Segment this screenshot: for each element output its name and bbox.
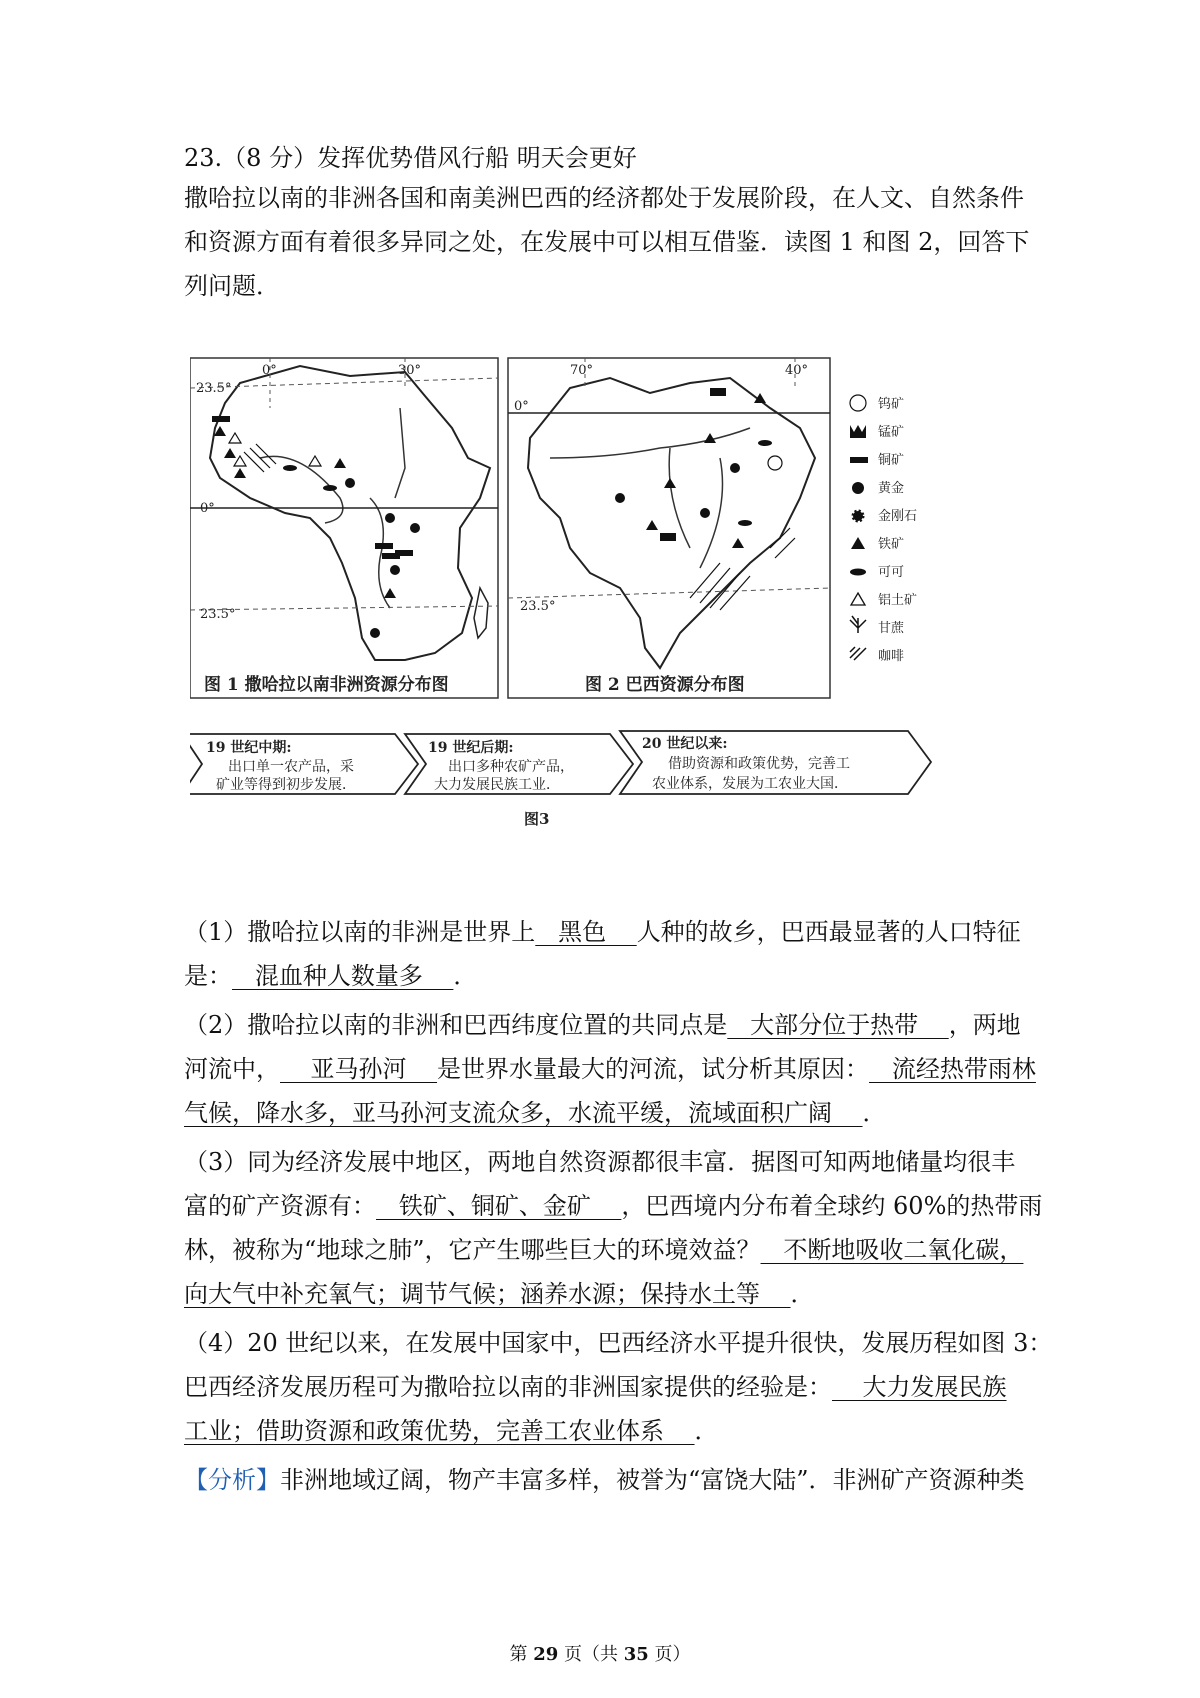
legend-label-sugarcane: 甘蔗 [878, 621, 905, 636]
fig3-stage-1-title: 19 世纪中期: [206, 740, 292, 756]
fig3-stage-2-text1: 出口多种农矿产品， [448, 759, 574, 775]
fig1-lat-s-label: 23.5° [200, 607, 236, 622]
intro-line-2: 和资源方面有着很多异同之处，在发展中可以相互借鉴．读图 1 和图 2，回答下 [184, 228, 1030, 256]
fig1-frame [190, 358, 498, 698]
fig1-resource-symbols [212, 416, 420, 638]
fig3-stage-3-text1: 借助资源和政策优势，完善工 [668, 756, 850, 772]
fig3-stage-3-text2: 农业体系，发展为工农业大国． [652, 776, 848, 792]
page-number: 29 [533, 1644, 559, 1665]
q2-answer-1: 大部分位于热带 [727, 1011, 949, 1039]
q3-line-4: 向大气中补充氧气；调节气候；涵养水源；保持水土等 ． [184, 1280, 815, 1308]
q4-answer-1-cont: 工业；借助资源和政策优势，完善工农业体系 [184, 1417, 695, 1445]
fig1-equator-label: 0° [200, 501, 215, 516]
q4-answer-1: 大力发展民族 [832, 1373, 1007, 1401]
legend-label-cocoa: 可可 [878, 565, 905, 580]
gold-icon [852, 482, 864, 494]
question-title: 23.（8 分）发挥优势借风行船 明天会更好 [184, 144, 637, 172]
bauxite-icon [851, 593, 865, 605]
legend-label-coffee: 咖啡 [878, 649, 905, 664]
fig2-caption: 图 2 巴西资源分布图 [585, 675, 745, 695]
q1-line-1: （1）撒哈拉以南的非洲是世界上 黑色 人种的故乡，巴西最显著的人口特征 [184, 918, 1021, 946]
q3-answer-1: 铁矿、铜矿、金矿 [376, 1192, 622, 1220]
fig2-lat-s-label: 23.5° [520, 599, 556, 614]
q2-answer-3: 流经热带雨林 [869, 1055, 1036, 1083]
fig1-lon0-label: 0° [262, 363, 277, 378]
page-footer: 第 29 页（共 35 页） [509, 1644, 691, 1665]
fig3-stage-2-title: 19 世纪后期: [428, 740, 514, 756]
sugarcane-icon [850, 616, 866, 633]
analysis-line: 【分析】非洲地域辽阔，物产丰富多样，被誉为“富饶大陆”．非洲矿产资源种类 [184, 1466, 1025, 1494]
q2-line-2: 河流中， 亚马孙河 是世界水量最大的河流，试分析其原因： 流经热带雨林 [184, 1055, 1036, 1083]
iron-icon [851, 537, 865, 549]
fig3-stage-1-text2: 矿业等得到初步发展． [216, 777, 356, 793]
q2-line-1: （2）撒哈拉以南的非洲和巴西纬度位置的共同点是 大部分位于热带 ，两地 [184, 1011, 1021, 1039]
tungsten-icon [850, 395, 866, 411]
fig3-stage-2-text2: 大力发展民族工业． [434, 777, 560, 793]
legend-label-iron: 铁矿 [878, 537, 905, 552]
legend-label-manganese: 锰矿 [878, 425, 905, 440]
q1-line-2: 是： 混血种人数量多 ． [184, 962, 478, 990]
manganese-icon [850, 425, 866, 438]
q1-answer-1: 黑色 [535, 918, 637, 946]
q2-line-3: 气候，降水多，亚马孙河支流众多，水流平缓，流域面积广阔 ． [184, 1099, 887, 1127]
q3-answer-2-cont: 向大气中补充氧气；调节气候；涵养水源；保持水土等 [184, 1280, 791, 1308]
copper-icon [850, 457, 868, 463]
fig1-caption: 图 1 撒哈拉以南非洲资源分布图 [204, 675, 449, 695]
brazil-outline [528, 378, 815, 668]
legend-label-tungsten: 钨矿 [878, 397, 905, 412]
fig3-stage-1-text1: 出口单一农产品，采 [228, 759, 354, 775]
africa-outline [210, 366, 490, 660]
legend-label-copper: 铜矿 [878, 453, 905, 468]
map-legend [850, 395, 917, 664]
analysis-tag: 【分析】 [184, 1466, 280, 1494]
legend-label-bauxite: 铝土矿 [878, 593, 918, 608]
q4-line-1: （4）20 世纪以来，在发展中国家中，巴西经济水平提升很快，发展历程如图 3： [184, 1329, 1053, 1357]
q3-line-1: （3）同为经济发展中地区，两地自然资源都很丰富．据图可知两地储量均很丰 [184, 1148, 1016, 1176]
fig3-timeline [190, 731, 931, 828]
q4-line-3: 工业；借助资源和政策优势，完善工农业体系 ． [184, 1417, 719, 1445]
intro-line-3: 列问题． [184, 272, 280, 300]
diamond-icon [853, 511, 863, 521]
fig1-lon30-label: 30° [398, 363, 422, 378]
fig2-resource-symbols [615, 388, 772, 548]
resource-maps-figure [190, 348, 1020, 863]
page-total: 35 [623, 1644, 649, 1665]
q4-line-2: 巴西经济发展历程可为撒哈拉以南的非洲国家提供的经验是： 大力发展民族 [184, 1373, 1007, 1401]
intro-line-1: 撒哈拉以南的非洲各国和南美洲巴西的经济都处于发展阶段，在人文、自然条件 [184, 184, 1024, 212]
madagascar-outline [474, 588, 488, 638]
q3-line-2: 富的矿产资源有： 铁矿、铜矿、金矿 ，巴西境内分布着全球约 60%的热带雨 [184, 1192, 1043, 1220]
q1-answer-2: 混血种人数量多 [232, 962, 454, 990]
fig2-equator-label: 0° [514, 399, 529, 414]
legend-label-diamond: 金刚石 [878, 509, 918, 524]
q3-line-3: 林，被称为“地球之肺”，它产生哪些巨大的环境效益？ 不断地吸收二氧化碳， [184, 1236, 1024, 1264]
q2-answer-3-cont: 气候，降水多，亚马孙河支流众多，水流平缓，流域面积广阔 [184, 1099, 863, 1127]
fig3-stage-3-title: 20 世纪以来: [642, 736, 728, 752]
fig2-lon40-label: 40° [785, 363, 809, 378]
q2-answer-2: 亚马孙河 [280, 1055, 438, 1083]
fig1-lat-n-label: 23.5° [196, 381, 232, 396]
fig2-lon70-label: 70° [570, 363, 594, 378]
fig3-caption: 图3 [524, 810, 550, 828]
fig2-frame [508, 358, 830, 698]
coffee-icon [850, 647, 866, 660]
q3-answer-2: 不断地吸收二氧化碳， [760, 1236, 1024, 1264]
legend-label-gold: 黄金 [878, 481, 905, 496]
cocoa-icon [850, 569, 866, 576]
